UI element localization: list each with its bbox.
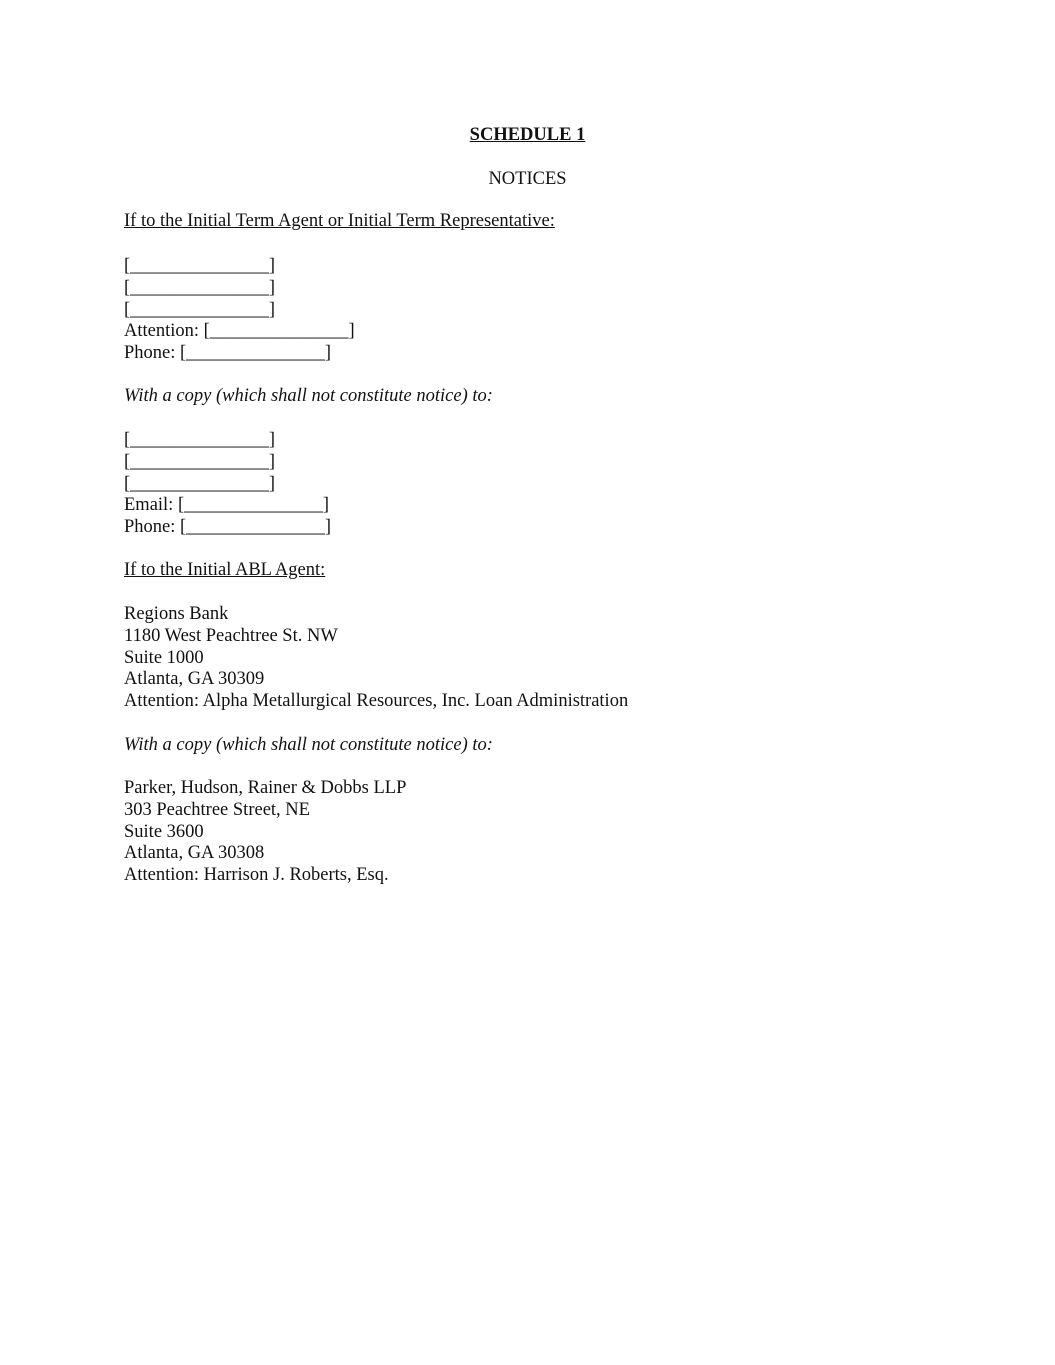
abl-copy-heading: With a copy (which shall not constitute notice) to:	[124, 735, 493, 755]
address-line: [_______________]	[124, 256, 276, 276]
attention-line: Attention: Alpha Metallurgical Resources, Inc. Loan Administration	[124, 691, 629, 712]
abl-copy-address	[124, 778, 406, 887]
address-line: [_______________]	[124, 473, 276, 494]
city-state-zip: Atlanta, GA 30308	[124, 843, 265, 864]
city-state-zip: Atlanta, GA 30309	[124, 669, 265, 690]
attention-line: Attention: Harrison J. Roberts, Esq.	[124, 865, 389, 886]
address-line: [_______________]	[124, 451, 276, 472]
term-copy-address	[124, 430, 331, 539]
abl-agent-section-heading: If to the Initial ABL Agent:	[124, 560, 326, 580]
term-agent-section-heading: If to the Initial Term Agent or Initial Term Representative:	[124, 211, 555, 231]
street-address: 303 Peachtree Street, NE	[124, 799, 310, 820]
company-name: Parker, Hudson, Rainer & Dobbs LLP	[124, 778, 407, 798]
address-line: [_______________]	[124, 277, 276, 298]
term-agent-address	[124, 256, 355, 365]
attention-line: Attention: [_______________]	[124, 321, 355, 342]
phone-line: Phone: [_______________]	[124, 517, 332, 538]
suite-line: Suite 1000	[124, 647, 204, 668]
schedule-subtitle: NOTICES	[488, 169, 567, 189]
phone-line: Phone: [_______________]	[124, 343, 332, 364]
term-copy-heading: With a copy (which shall not constitute notice) to:	[124, 386, 493, 406]
company-name: Regions Bank	[124, 604, 229, 624]
abl-agent-address	[124, 604, 628, 713]
schedule-title: SCHEDULE 1	[469, 125, 586, 145]
email-line: Email: [_______________]	[124, 495, 330, 516]
suite-line: Suite 3600	[124, 821, 204, 842]
street-address: 1180 West Peachtree St. NW	[124, 625, 338, 646]
address-line: [_______________]	[124, 299, 276, 320]
address-line: [_______________]	[124, 430, 276, 450]
